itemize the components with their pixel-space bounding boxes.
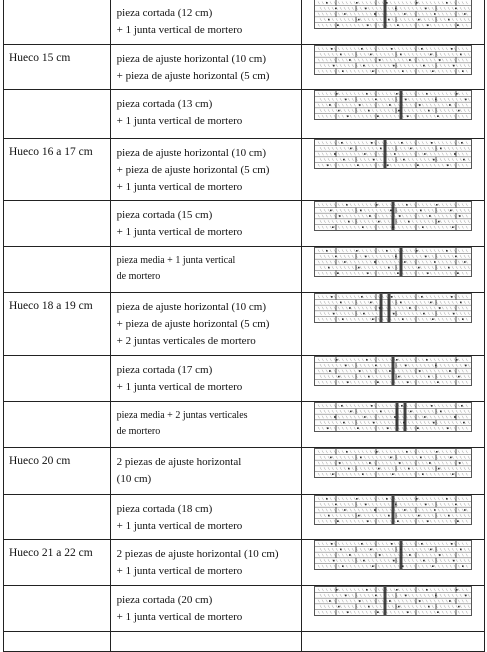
gap-size-cell: [4, 448, 111, 495]
solution-description-cell: [110, 402, 301, 448]
description-line: pieza cortada (17 cm): [116, 364, 213, 376]
solution-description-cell: [110, 356, 301, 402]
table-row: [4, 90, 485, 139]
solution-description-cell: [110, 139, 301, 201]
solution-description-cell: [110, 632, 301, 652]
description-line: + 1 junta vertical de mortero: [116, 24, 243, 36]
diagram-cell: [301, 586, 484, 632]
wall-section-diagram: [314, 293, 472, 323]
diagram-cell: [301, 356, 484, 402]
diagram-cell: [301, 247, 484, 293]
description-line: + 1 junta vertical de mortero: [116, 381, 243, 393]
solution-description-cell: [110, 448, 301, 495]
gap-size-cell: [4, 139, 111, 201]
gap-size-label: [4, 90, 110, 97]
description-line: pieza de ajuste horizontal (10 cm): [116, 301, 267, 313]
description-line: pieza de ajuste horizontal (10 cm): [116, 53, 267, 65]
description-line: + pieza de ajuste horizontal (5 cm): [116, 164, 270, 176]
gap-size-cell: [4, 45, 111, 90]
description-line: pieza cortada (18 cm): [116, 503, 213, 515]
gap-size-cell: [4, 0, 111, 45]
wall-section-diagram: [314, 0, 472, 29]
table-row: [4, 586, 485, 632]
wall-section-diagram: [314, 448, 472, 478]
table-row: [4, 356, 485, 402]
description-line: (10 cm): [116, 473, 152, 485]
wall-section-diagram: [314, 139, 472, 169]
gap-size-label: [4, 632, 110, 639]
description-line: pieza cortada (20 cm): [116, 594, 213, 606]
gap-size-label: Hueco 18 a 19 cm: [9, 300, 93, 312]
table-row: [4, 632, 485, 652]
gap-size-label: [4, 356, 110, 363]
wall-section-diagram: [314, 402, 472, 432]
table-row: [4, 448, 485, 495]
description-line: de mortero: [116, 426, 161, 437]
description-line: de mortero: [116, 271, 161, 282]
table-body: [4, 0, 485, 652]
solution-description-cell: [110, 247, 301, 293]
diagram-cell: [301, 0, 484, 45]
gap-size-label: [4, 402, 110, 409]
gap-size-cell: [4, 201, 111, 247]
gap-size-label: Hueco 20 cm: [9, 455, 71, 467]
description-line: + pieza de ajuste horizontal (5 cm): [116, 70, 270, 82]
gap-size-cell: [4, 247, 111, 293]
description-line: pieza cortada (12 cm): [116, 7, 213, 19]
description-line: + 1 junta vertical de mortero: [116, 565, 243, 577]
description-line: + 1 junta vertical de mortero: [116, 115, 243, 127]
gap-size-label: Hueco 15 cm: [9, 52, 71, 64]
description-line: pieza cortada (15 cm): [116, 209, 213, 221]
table-row: [4, 247, 485, 293]
gap-size-cell: [4, 402, 111, 448]
diagram-cell: [301, 540, 484, 586]
diagram-cell: [301, 448, 484, 495]
description-line: pieza cortada (13 cm): [116, 98, 213, 110]
diagram-cell: [301, 632, 484, 652]
gap-size-cell: [4, 293, 111, 356]
solution-description-cell: [110, 293, 301, 356]
description-line: + 1 junta vertical de mortero: [116, 181, 243, 193]
solution-description-cell: [110, 45, 301, 90]
wall-section-diagram: [314, 201, 472, 231]
wall-section-diagram: [314, 90, 472, 120]
description-line: pieza media + 2 juntas verticales: [116, 410, 248, 421]
gap-size-cell: [4, 356, 111, 402]
gap-size-label: [4, 247, 110, 254]
description-line: + 2 juntas verticales de mortero: [116, 335, 256, 347]
wall-section-diagram: [314, 540, 472, 570]
solution-description-cell: [110, 90, 301, 139]
description-line: 2 piezas de ajuste horizontal: [116, 456, 242, 468]
gap-size-label: [4, 586, 110, 593]
solution-description-cell: [110, 540, 301, 586]
gap-size-cell: [4, 586, 111, 632]
table-row: [4, 402, 485, 448]
description-line: + pieza de ajuste horizontal (5 cm): [116, 318, 270, 330]
description-line: + 1 junta vertical de mortero: [116, 226, 243, 238]
wall-section-diagram: [314, 247, 472, 277]
diagram-cell: [301, 201, 484, 247]
gap-size-label: [4, 201, 110, 208]
description-line: + 1 junta vertical de mortero: [116, 611, 243, 623]
gap-size-cell: [4, 90, 111, 139]
wall-section-diagram: [314, 586, 472, 616]
description-line: 2 piezas de ajuste horizontal (10 cm): [116, 548, 279, 560]
gap-size-cell: [4, 540, 111, 586]
gap-size-cell: [4, 632, 111, 652]
wall-section-diagram: [314, 45, 472, 75]
gap-size-label: Hueco 21 a 22 cm: [9, 547, 93, 559]
solution-description-cell: [110, 495, 301, 540]
diagram-cell: [301, 495, 484, 540]
diagram-cell: [301, 90, 484, 139]
solution-description-cell: [110, 586, 301, 632]
table-row: [4, 139, 485, 201]
wall-section-diagram: [314, 356, 472, 386]
table-row: [4, 540, 485, 586]
gap-size-cell: [4, 495, 111, 540]
diagram-cell: [301, 402, 484, 448]
gap-size-label: [4, 0, 110, 6]
table-row: [4, 293, 485, 356]
solution-description-cell: [110, 0, 301, 45]
diagram-cell: [301, 45, 484, 90]
wall-section-diagram: [314, 495, 472, 525]
table-row: [4, 0, 485, 45]
description-line: + 1 junta vertical de mortero: [116, 520, 243, 532]
solution-description-cell: [110, 201, 301, 247]
diagram-cell: [301, 139, 484, 201]
gap-specification-table: [3, 0, 485, 652]
diagram-cell: [301, 293, 484, 356]
table-row: [4, 495, 485, 540]
description-line: pieza media + 1 junta vertical: [116, 255, 236, 266]
table-row: [4, 45, 485, 90]
gap-size-label: [4, 495, 110, 502]
gap-size-label: Hueco 16 a 17 cm: [9, 146, 93, 158]
description-line: pieza de ajuste horizontal (10 cm): [116, 147, 267, 159]
table-row: [4, 201, 485, 247]
